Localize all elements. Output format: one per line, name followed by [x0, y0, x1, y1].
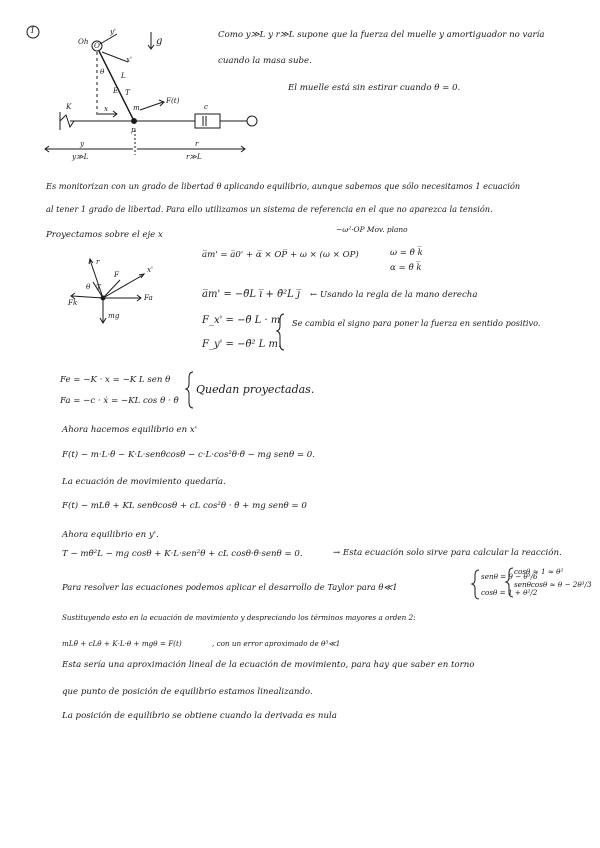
- label-g: g: [156, 36, 163, 47]
- closing-line-2: Esta sería una aproximación lineal de la ecuación de movimiento, para hay que saber en torno: [62, 660, 475, 670]
- label-ft: F(t): [166, 96, 180, 105]
- problem-number: 1: [30, 26, 36, 35]
- closing-line-1: Sustituyendo esto en la ecuación de movimiento y despreciando los términos mayores a orden 2:: [62, 613, 416, 622]
- fbd-label-r: r: [96, 257, 100, 266]
- label-c: c: [204, 102, 209, 111]
- eq-mov-label: La ecuación de movimiento quedaría.: [62, 477, 226, 487]
- label-E: E: [113, 86, 119, 95]
- para1-line-1: Es monitorizan con un grado de libertad θ aplicando equilibrio, aunque sabemos que sólo necesitamos 1 ecuación: [46, 181, 521, 191]
- label-p: p: [131, 125, 136, 134]
- label-r: r: [195, 139, 199, 148]
- label-theta-top: θ: [100, 67, 105, 76]
- accel-normal-note: −ω²·OP Mov. plano: [336, 225, 408, 234]
- note-line-3: El muelle está sin estirar cuando θ = 0.: [288, 83, 461, 93]
- taylor-result-2: senθcosθ ≈ θ − 2θ³/3: [514, 580, 592, 589]
- eq-y-intro: Ahora equilibrio en y'.: [62, 530, 159, 540]
- taylor-result-1: cosθ ≈ 1 ≈ θ²: [514, 567, 564, 576]
- label-x: x: [104, 104, 109, 113]
- eq-y-note: → Esta ecuación solo sirve para calcular la reacción.: [333, 548, 562, 558]
- accel-omega-vec: ω = θ̇ k̅: [390, 248, 423, 258]
- forces-note: Quedan proyectadas.: [196, 383, 315, 396]
- accel-eq-1: a̅m' = a̅0' + α̅ × OP̅ + ω × (ω × OP): [202, 250, 359, 260]
- accel-eq-2: a̅m' = −θ̈L i̅ + θ̇²L j̅: [202, 289, 301, 300]
- closing-equation-note: , con un error aproximado de θ³≪1: [212, 639, 341, 648]
- note-line-2: cuando la masa sube.: [218, 56, 312, 66]
- label-x-prime: x': [126, 55, 133, 64]
- fbd-label-mg: mg: [108, 311, 120, 320]
- closing-equation: mLθ̈ + cLθ̇ + K·L·θ + mgθ = F(t): [62, 639, 182, 648]
- brace-note: Se cambia el signo para poner la fuerza en sentido positivo.: [292, 318, 541, 328]
- force-fe-eq: Fe = −K · x = −K L sen θ: [60, 375, 171, 385]
- closing-line-3: que punto de posición de equilibrio estamos linealizando.: [62, 687, 313, 697]
- closing-line-4: La posición de equilibrio se obtiene cuando la derivada es nula: [62, 711, 337, 721]
- label-L: L: [121, 71, 126, 80]
- accel-alpha-vec: α = θ̈ k̅: [390, 263, 422, 273]
- label-y-gg-L: y≫L: [72, 152, 89, 161]
- fx-prime-eq: F_x' = −θ̈ L · m: [202, 315, 281, 326]
- eq-x-intro: Ahora hacemos equilibrio en x': [62, 425, 198, 435]
- fbd-label-theta: θ: [86, 282, 91, 291]
- label-T: T: [125, 88, 130, 97]
- eq-y-equation: T − mθ̇²L − mg cosθ + K·L·sen²θ + cL cosθ·θ̇·senθ = 0.: [62, 549, 303, 559]
- label-r-gg-L: r≫L: [186, 152, 202, 161]
- eq-x-equation: F(t) − m·L·θ̈ − K·L·senθcosθ − c·L·cos²θ·θ̇ − mg senθ = 0.: [62, 450, 315, 460]
- label-oh: Oh: [78, 37, 89, 46]
- fbd-label-fa: Fa: [144, 293, 153, 302]
- para1-line-2: al tener 1 grado de libertad. Para ello utilizamos un sistema de referencia en el que no aparezca la tensión.: [46, 204, 493, 214]
- fbd-label-x-prime: x': [147, 265, 154, 274]
- taylor-cos: cosθ = 1 + θ²/2: [481, 588, 538, 597]
- para1-line-3: Proyectamos sobre el eje x: [46, 230, 163, 240]
- taylor-intro: Para resolver las ecuaciones podemos aplicar el desarrollo de Taylor para θ≪1: [62, 582, 398, 592]
- label-y: y: [80, 139, 85, 148]
- taylor-sen: senθ = θ − θ³/6: [481, 572, 538, 581]
- fbd-label-fk: Fk: [68, 298, 78, 307]
- force-fa-eq: Fa = −c · ẋ = −KL cos θ · θ̇: [60, 396, 179, 406]
- label-o: O: [94, 41, 100, 50]
- note-line-1: Como y≫L y r≫L supone que la fuerza del muelle y amortiguador no varía: [218, 30, 545, 40]
- label-m: m: [133, 103, 140, 112]
- fy-prime-eq: F_y' = −θ̇² L m.: [202, 339, 282, 350]
- fbd-label-F: F: [114, 270, 119, 279]
- accel-eq-2-note: ← Usando la regla de la mano derecha: [310, 290, 478, 300]
- label-y-prime: y': [110, 27, 117, 36]
- label-K: K: [66, 102, 72, 111]
- eq-mov-equation: F(t) − mLθ̈ + KL senθcosθ + cL cos²θ · θ̇ + mg senθ = 0: [62, 501, 307, 511]
- fbd-label-T: T: [96, 283, 101, 292]
